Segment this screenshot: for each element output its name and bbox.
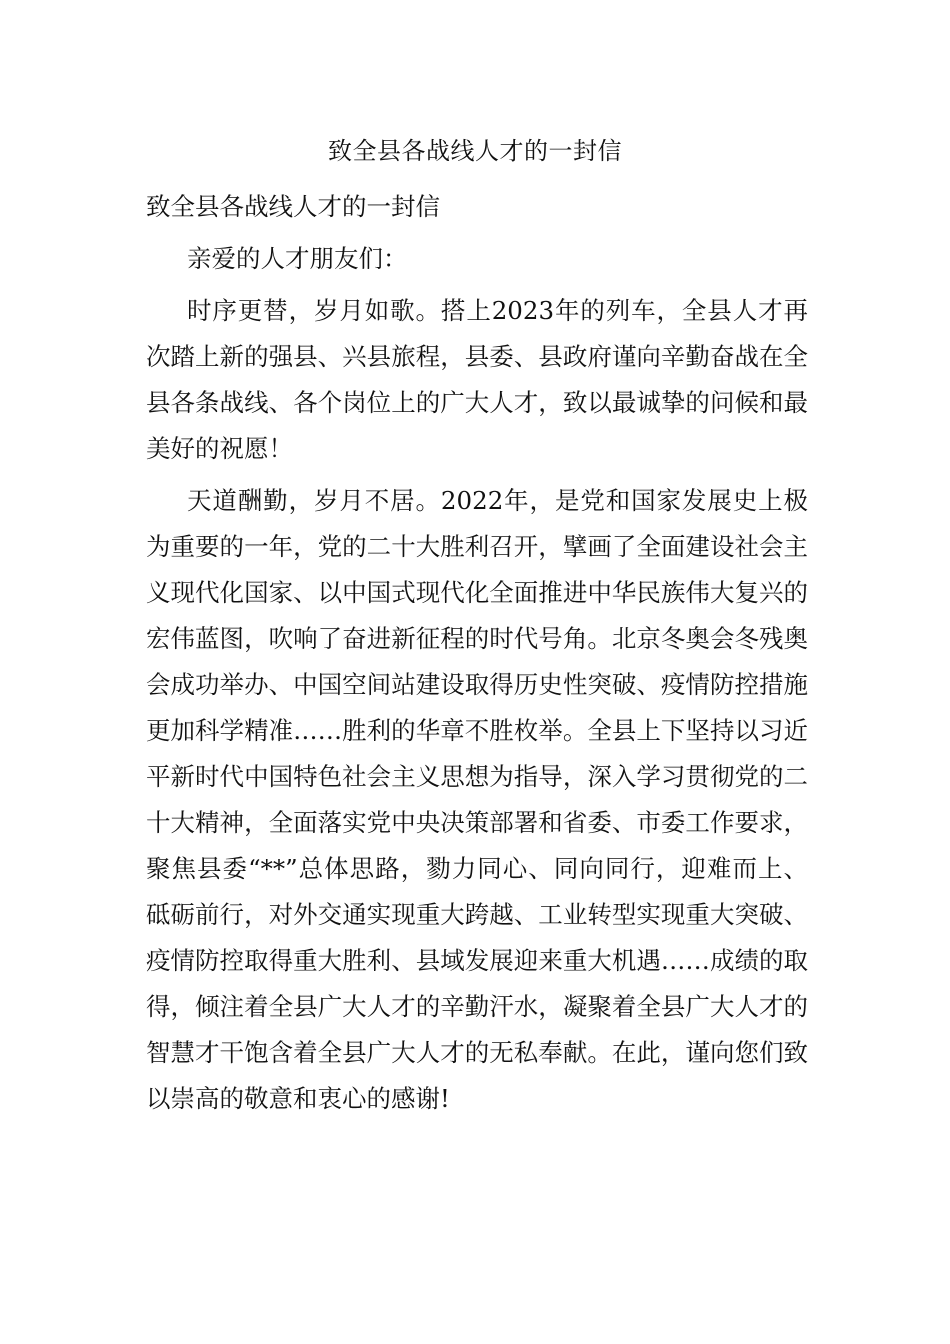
document-subtitle: 致全县各战线人才的一封信 [146, 192, 440, 221]
paragraph-1: 时序更替，岁月如歌。搭上2023年的列车，全县人才再次踏上新的强县、兴县旅程，县委、县政府谨向辛勤奋战在全县各条战线、各个岗位上的广大人才，致以最诚挚的问候和最美好的祝愿！ [146, 296, 808, 463]
paragraph-2: 天道酬勤，岁月不居。2022年，是党和国家发展史上极为重要的一年，党的二十大胜利召开，擘画了全面建设社会主义现代化国家、以中国式现代化全面推进中华民族伟大复兴的宏伟蓝图，吹响了奋进新征程的时代号角。北京冬奥会冬残奥会成功举办、中国空间站建设取得历史性突破、疫情防控措施更加科学精准……胜利的华章不胜枚举。全县上下坚持以习近平新时代中国特色社会主义思想为指导，深入学习贯彻党的二十大精神，全面落实党中央决策部署和省委、市委工作要求，聚焦县委“**”总体思路，勠力同心、同向同行，迎难而上、砥砺前行，对外交通实现重大跨越、工业转型实现重大突破、疫情防控取得重大胜利、县域发展迎来重大机遇……成绩的取得，倾注着全县广大人才的辛勤汗水，凝聚着全县广大人才的智慧才干饱含着全县广大人才的无私奉献。在此，谨向您们致以崇高的敬意和衷心的感谢! [146, 486, 808, 1113]
document-body [146, 184, 808, 1128]
greeting-line: 亲爱的人才朋友们： [187, 244, 408, 273]
document-title: 致全县各战线人才的一封信 [328, 137, 622, 165]
